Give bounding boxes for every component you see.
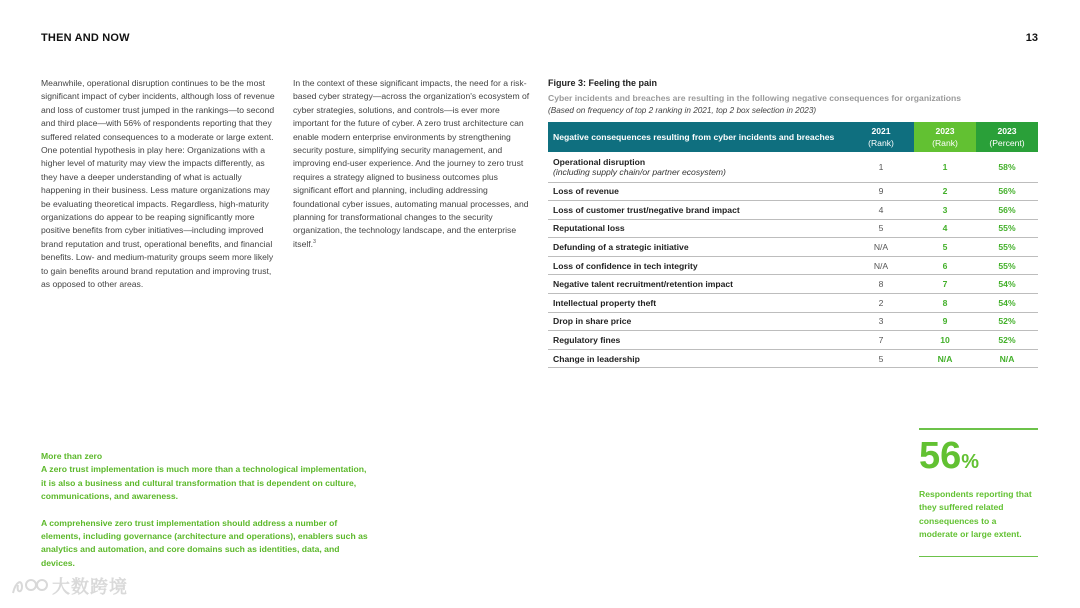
percent-2023: 54% — [976, 275, 1038, 294]
consequence-name — [548, 152, 848, 182]
percent-2023: 55% — [976, 219, 1038, 238]
rank-2021: 5 — [848, 219, 914, 238]
table-row — [548, 201, 1038, 220]
header-2021-year: 2021 — [871, 126, 891, 136]
rank-2023: 5 — [914, 238, 976, 257]
table-header-row — [548, 122, 1038, 152]
table-row — [548, 349, 1038, 368]
percent-2023: 56% — [976, 182, 1038, 201]
table-row — [548, 256, 1038, 275]
rank-2023: 1 — [914, 152, 976, 182]
header-consequence: Negative consequences resulting from cyber incidents and breaches — [548, 122, 848, 152]
table-row — [548, 182, 1038, 201]
consequence-name: Reputational loss — [548, 219, 848, 238]
consequence-name: Intellectual property theft — [548, 294, 848, 313]
stat-callout — [919, 428, 1038, 557]
rank-2021: 8 — [848, 275, 914, 294]
consequence-name: Negative talent recruitment/retention impact — [548, 275, 848, 294]
percent-2023: 58% — [976, 152, 1038, 182]
figure-subtitle: Cyber incidents and breaches are resulting in the following negative consequences for organizations — [548, 93, 962, 103]
rank-2021: N/A — [848, 256, 914, 275]
rank-2021: N/A — [848, 238, 914, 257]
rank-2023: 9 — [914, 312, 976, 331]
stat-bottom-rule — [919, 556, 1038, 557]
percent-2023: 56% — [976, 201, 1038, 220]
percent-2023: 54% — [976, 294, 1038, 313]
figure-feeling-the-pain — [548, 78, 1038, 368]
header-2023-percent-year: 2023 — [997, 126, 1017, 136]
consequence-name: Drop in share price — [548, 312, 848, 331]
watermark-text: 大数跨境 — [52, 577, 128, 597]
callout-body-2: A comprehensive zero trust implementation should address a number of elements, including governance (architecture and operations), enablers such as analytics and automation, and core domains such as identities, data, and devices. — [41, 517, 368, 568]
table-row — [548, 312, 1038, 331]
header-2021-sub: (Rank) — [868, 138, 894, 148]
rank-2023: 7 — [914, 275, 976, 294]
consequence-label: Operational disruption — [553, 156, 646, 167]
figure-note: (Based on frequency of top 2 ranking in 2021, top 2 box selection in 2023) — [548, 106, 817, 115]
rank-2021: 3 — [848, 312, 914, 331]
stat-value — [919, 436, 1038, 482]
rank-2021: 5 — [848, 349, 914, 368]
rank-2023: N/A — [914, 349, 976, 368]
page-number: 13 — [1025, 32, 1038, 44]
rank-2023: 3 — [914, 201, 976, 220]
stat-top-rule — [919, 428, 1038, 430]
table-row — [548, 152, 1038, 182]
body-text-column-2-text: In the context of these significant impacts, the need for a risk-based cyber strategy—across the organization's ecosystem of cyber strategies, solutions, and controls—is ever more important for the future of cyber. A zero trust architecture can enable modern enterprise environments by strengthening security posture, simplifying security management, and improving end-user experience. And the journey to zero trust requires a strategy aligned to business outcomes plus significant effort and planning, including addressing foundational cyber issues, automating manual processes, and planning for transformational changes to the security organization, the technology landscape, and the enterprise itself. — [293, 78, 530, 249]
consequence-note: (including supply chain/or partner ecosystem) — [553, 166, 726, 177]
consequence-name: Loss of confidence in tech integrity — [548, 256, 848, 275]
callout-more-than-zero — [41, 450, 371, 570]
table-row — [548, 219, 1038, 238]
rank-2023: 10 — [914, 331, 976, 350]
percent-2023: 55% — [976, 256, 1038, 275]
header-2023-rank-sub: (Rank) — [932, 138, 958, 148]
stat-number: 56 — [919, 435, 962, 477]
percent-2023: 55% — [976, 238, 1038, 257]
header-2021-rank — [848, 122, 914, 152]
table-row — [548, 294, 1038, 313]
callout-body: A zero trust implementation is much more than a technological implementation, it is also a business and cultural transformation that is dependent on culture, communications, and awareness. — [41, 464, 367, 502]
header-2023-rank — [914, 122, 976, 152]
body-text-column-1: Meanwhile, operational disruption continues to be the most significant impact of cyber incidents, although loss of revenue and loss of customer trust jumped in the rankings—to second and third place—with 56% of respondents reporting that they suffered related consequences to a moderate or large extent. One potential hypothesis in play here: Organizations with a higher level of maturity may view the impacts differently, as they have a deeper understanding of what is actually happening in their business. Less mature organizations may be evaluating theoretical impacts. Regardless, high-maturity organizations do appear to be reaping significantly more positive benefits from cyber initiatives—including improved brand reputation and trust, operational benefits, and financial benefits. Low- and medium-maturity groups seem more likely to gain benefits around brand reputation and improving trust, as opposed to other areas. — [41, 78, 275, 290]
consequences-table — [548, 122, 1038, 368]
percent-2023: 52% — [976, 331, 1038, 350]
watermark — [10, 573, 128, 599]
consequence-name: Defunding of a strategic initiative — [548, 238, 848, 257]
stat-description: Respondents reporting that they suffered related consequences to a moderate or large extent. — [919, 489, 1032, 540]
rank-2021: 7 — [848, 331, 914, 350]
table-row — [548, 238, 1038, 257]
stat-unit: % — [961, 451, 980, 473]
consequence-name: Regulatory fines — [548, 331, 848, 350]
consequence-name: Loss of revenue — [548, 182, 848, 201]
rank-2023: 4 — [914, 219, 976, 238]
rank-2021: 9 — [848, 182, 914, 201]
header-2023-rank-year: 2023 — [935, 126, 955, 136]
rank-2023: 2 — [914, 182, 976, 201]
table-row — [548, 331, 1038, 350]
rank-2023: 6 — [914, 256, 976, 275]
body-text-column-2 — [293, 77, 533, 251]
watermark-logo-icon — [10, 575, 48, 597]
consequence-name: Loss of customer trust/negative brand impact — [548, 201, 848, 220]
consequence-name: Change in leadership — [548, 349, 848, 368]
header-2023-percent-sub: (Percent) — [989, 138, 1025, 148]
footnote-reference: 3 — [313, 239, 316, 246]
figure-title: Figure 3: Feeling the pain — [548, 78, 658, 88]
percent-2023: 52% — [976, 312, 1038, 331]
rank-2021: 2 — [848, 294, 914, 313]
rank-2021: 4 — [848, 201, 914, 220]
rank-2023: 8 — [914, 294, 976, 313]
callout-heading: More than zero — [41, 451, 103, 461]
table-row — [548, 275, 1038, 294]
percent-2023: N/A — [976, 349, 1038, 368]
header-2023-percent — [976, 122, 1038, 152]
page-header-title: THEN AND NOW — [41, 32, 130, 44]
rank-2021: 1 — [848, 152, 914, 182]
